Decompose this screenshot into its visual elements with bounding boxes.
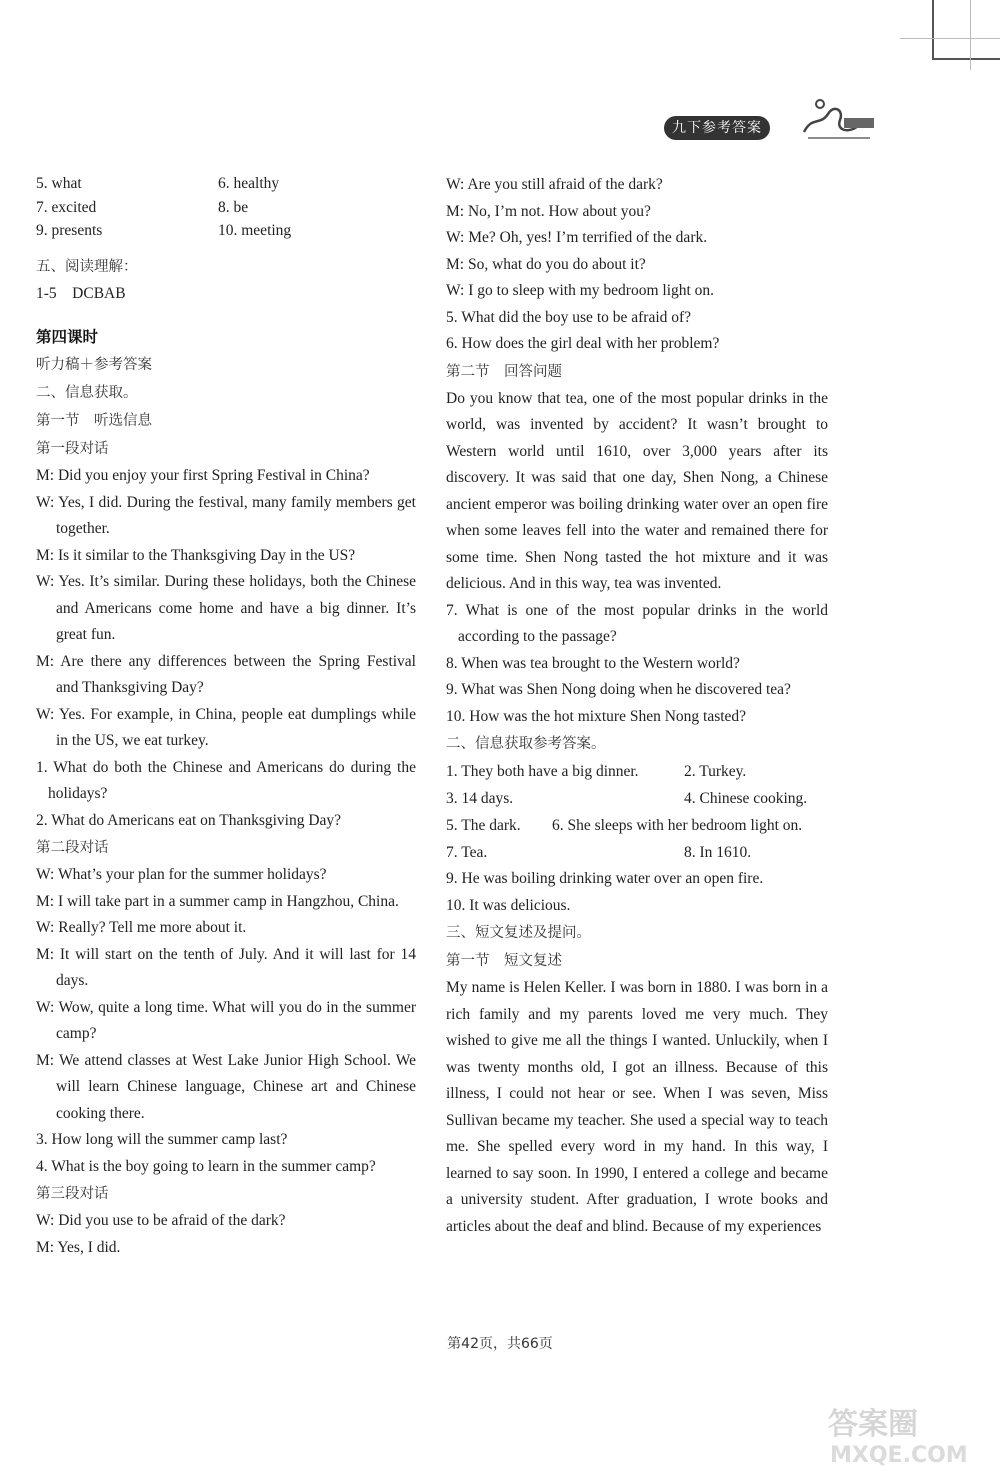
vocab-item: 7. excited <box>36 198 97 216</box>
right-column <box>446 172 828 1240</box>
dialogue-title: 第一段对话 <box>36 441 109 457</box>
answer-row <box>446 758 828 785</box>
left-column <box>36 172 416 1261</box>
dialogue-line: M: So, what do you do about it? <box>446 255 646 273</box>
vocab-item: 5. what <box>36 175 82 192</box>
answer: 1. They both have a big dinner. <box>446 763 639 780</box>
answer: 5. The dark. <box>446 817 521 834</box>
watermark-domain: MXQE.COM <box>830 1443 968 1466</box>
dialogue-line: W: Really? Tell me more about it. <box>36 919 247 936</box>
crop-mark-horizontal <box>932 58 1000 60</box>
answer: 4. Chinese cooking. <box>684 790 808 807</box>
section-title: 二、信息获取。 <box>36 385 138 401</box>
part-title: 第二节 回答问题 <box>446 363 562 380</box>
question: 3. How long will the summer camp last? <box>36 1131 288 1148</box>
vocab-answers <box>36 172 416 243</box>
watermark-text: 答案圈 <box>828 1407 918 1442</box>
dialogue-line: M: Is it similar to the Thanksgiving Day in the US? <box>36 546 356 564</box>
dialogue-line: M: Yes, I did. <box>36 1238 121 1256</box>
answer: 2. Turkey. <box>684 763 747 780</box>
part-title: 第一节 听选信息 <box>36 413 152 429</box>
dialogue-line: M: Are there any differences between the Spring Festival and Thanksgiving Day? <box>36 652 416 696</box>
answer: 10. It was delicious. <box>446 896 571 914</box>
reading-title: 五、阅读理解： <box>36 258 138 275</box>
dialogue-line: W: Are you still afraid of the dark? <box>446 176 663 193</box>
crop-mark-horizontal-thin <box>900 38 1000 39</box>
dialogue-line: W: Yes. It’s similar. During these holidays, both the Chinese and Americans come home and have a big dinner. It’s great fun. <box>36 573 416 643</box>
answer: 6. She sleeps with her bedroom light on. <box>552 817 803 834</box>
question: 7. What is one of the most popular drinks in the world according to the passage? <box>446 601 828 645</box>
passage: Do you know that tea, one of the most popular drinks in the world, was invented by accident? It wasn’t brought to Western world until 1610, over 3,000 years after its discovery. It was said that one day, Shen Nong, a Chinese ancient emperor was boiling drinking water over an open fire when some leaves fell into the water and remained there for some time. Shen Nong tasted the hot mixture and it was delicious. And in this way, tea was invented. <box>446 389 828 592</box>
question: 10. How was the hot mixture Shen Nong tasted? <box>446 707 747 725</box>
dialogue-line: M: I will take part in a summer camp in Hangzhou, China. <box>36 892 399 910</box>
page-number: 第42页，共66页 <box>447 1336 553 1352</box>
question: 8. When was tea brought to the Western world? <box>446 654 740 672</box>
dialogue-line: W: Yes. For example, in China, people eat dumplings while in the US, we eat turkey. <box>36 705 416 749</box>
question: 1. What do both the Chinese and Americans do during the holidays? <box>36 758 416 802</box>
vocab-item: 10. meeting <box>218 222 292 239</box>
reading-answer: 1-5 DCBAB <box>36 284 126 302</box>
dialogue-line: W: I go to sleep with my bedroom light on. <box>446 282 715 299</box>
lesson-title: 第四课时 <box>36 328 99 346</box>
dialogue-line: W: Me? Oh, yes! I’m terrified of the dark. <box>446 229 708 246</box>
question: 4. What is the boy going to learn in the summer camp? <box>36 1157 376 1175</box>
answer-row <box>446 812 828 839</box>
part-title: 第一节 短文复述 <box>446 953 562 969</box>
section-title: 三、短文复述及提问。 <box>446 925 591 941</box>
header-logo-icon <box>798 96 878 142</box>
answer: 8. In 1610. <box>684 844 752 861</box>
crop-mark-vertical-thin <box>970 0 971 70</box>
watermark-logo <box>820 1400 990 1466</box>
vocab-item: 8. be <box>218 198 249 216</box>
dialogue-line: W: Yes, I did. During the festival, many family members get together. <box>36 493 416 537</box>
answer-row <box>446 839 828 866</box>
dialogue-title: 第三段对话 <box>36 1186 109 1202</box>
question: 2. What do Americans eat on Thanksgiving Day? <box>36 811 342 829</box>
answers-title: 二、信息获取参考答案。 <box>446 736 606 752</box>
question: 6. How does the girl deal with her problem? <box>446 335 720 352</box>
dialogue-line: W: What’s your plan for the summer holidays? <box>36 866 327 883</box>
retell-passage: My name is Helen Keller. I was born in 1880. I was born in a rich family and my parents loved me very much. They wished to give me all the things I wanted. Unluckily, when I was twenty months old, I got an illness. Because of this illness, I could not hear or see. When I was seven, Miss Sullivan became my teacher. She used a special way to teach me. She spelled every word in my hand. In this way, I learned to say soon. In 1990, I entered a college and became a university student. After graduation, I wrote books and articles about the deaf and blind. Because of my experiences <box>446 979 828 1235</box>
dialogue-line: M: We attend classes at West Lake Junior High School. We will learn Chinese language, Chinese art and Chinese cooking there. <box>36 1051 416 1122</box>
script-title: 听力稿＋参考答案 <box>36 357 152 373</box>
header-badge: 九下参考答案 <box>664 116 770 140</box>
answer: 7. Tea. <box>446 844 488 861</box>
dialogue-line: W: Wow, quite a long time. What will you do in the summer camp? <box>36 998 416 1042</box>
answer: 3. 14 days. <box>446 790 514 807</box>
dialogue-line: M: It will start on the tenth of July. And it will last for 14 days. <box>36 945 416 989</box>
dialogue-line: M: No, I’m not. How about you? <box>446 202 651 220</box>
vocab-item: 9. presents <box>36 222 103 239</box>
answer: 9. He was boiling drinking water over an open fire. <box>446 870 764 887</box>
vocab-item: 6. healthy <box>218 175 280 192</box>
question: 9. What was Shen Nong doing when he discovered tea? <box>446 681 791 698</box>
answer-row <box>446 785 828 812</box>
dialogue-line: M: Did you enjoy your first Spring Festival in China? <box>36 467 370 484</box>
crop-mark-vertical <box>932 0 934 60</box>
dialogue-title: 第二段对话 <box>36 840 109 856</box>
question: 5. What did the boy use to be afraid of? <box>446 308 692 326</box>
dialogue-line: W: Did you use to be afraid of the dark? <box>36 1212 286 1229</box>
